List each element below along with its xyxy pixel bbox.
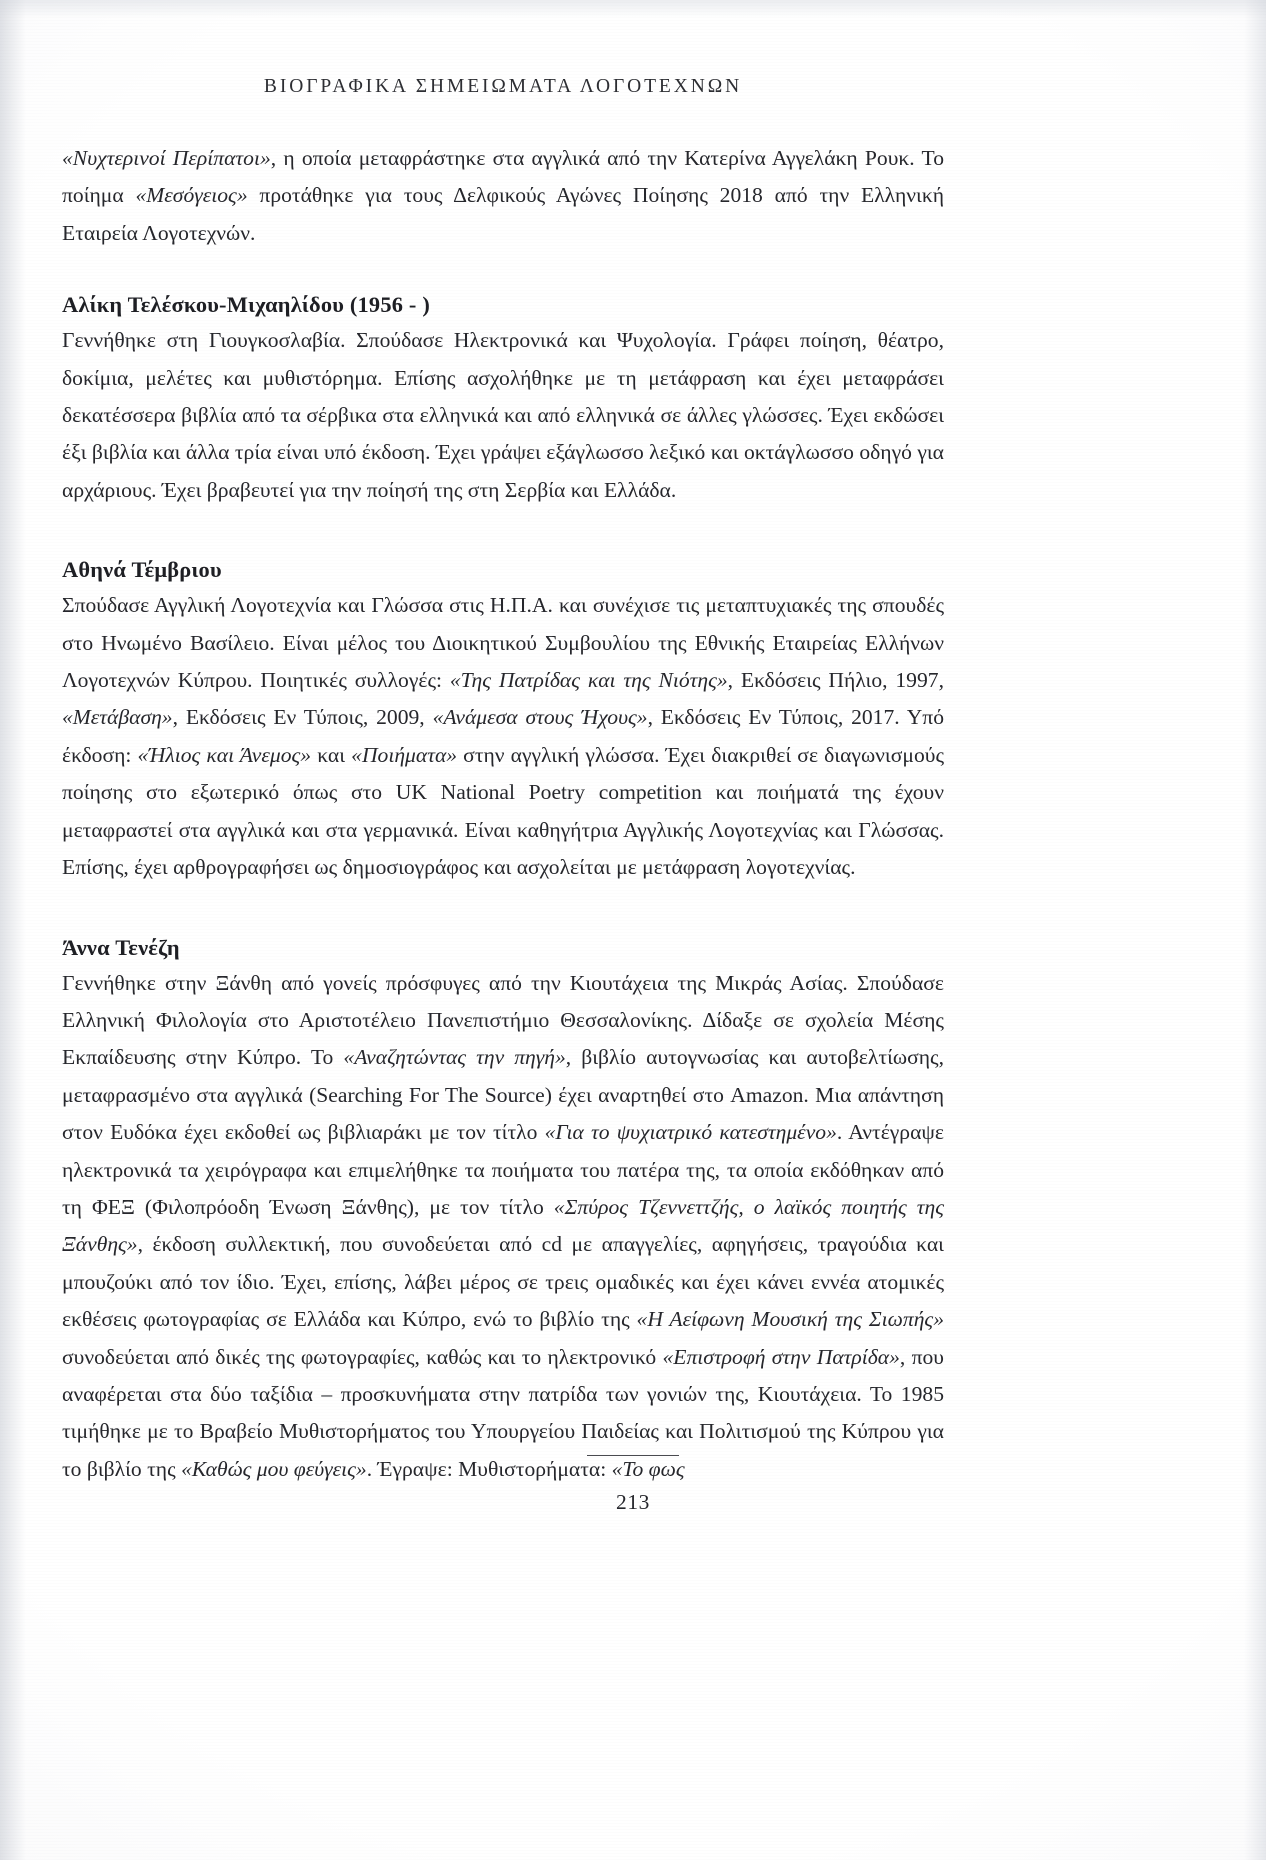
work-title-searching-for-the-source: Searching For The Source: [316, 1082, 545, 1107]
entry-text-5: και: [311, 742, 352, 767]
entry-text-2: , Εκδόσεις Πήλιο, 1997,: [727, 668, 944, 693]
entry-text-9: . Έγραψε: Μυθιστορήματα:: [366, 1456, 612, 1481]
entry-text-6: στην αγγλική γλώσσα. Έχει διακριθεί σε διαγωνισμούς ποίησης στο εξωτερικό όπως στο: [62, 742, 944, 805]
platform-name-amazon: Amazon: [730, 1082, 804, 1107]
entry-heading: Αλίκη Τελέσκου-Μιχαηλίδου (1956 - ): [62, 292, 431, 318]
entry-text-1: Σπούδασε Αγγλική Λογοτεχνία και Γλώσσα στις Η.Π.Α. και συνέχισε τις μεταπτυχιακές της σπουδές στο Ηνωμένο Βασίλειο. Είναι μέλος του Διοικητικού Συμβουλίου της Εθνικής Εταιρείας Ελλήνων Λογοτεχνών Κύπρου. Ποιητικές συλλογές:: [62, 593, 944, 693]
work-title-ilios-kai-anemos: «Ήλιος και Άνεμος»: [137, 742, 312, 767]
entry-text-3: ) έχει αναρτηθεί στο: [544, 1082, 731, 1107]
work-title-tis-patridas: «Της Πατρίδας και της Νιότης»: [449, 668, 728, 693]
entry-text-4: , Εκδόσεις Εν Τύποις, 2017. Υπό έκδοση:: [62, 705, 944, 767]
entry-body: [62, 587, 944, 886]
entry-text-8: , που αναφέρεται στα δύο ταξίδια – προσκυνήματα στην πατρίδα των γονιών της, Κιουτάχεια. Το 1985 τιμήθηκε με το Βραβείο Μυθιστορήματος του Υπουργείου Παιδείας και Πολιτισμού της Κύπρου για το βιβλίο της: [62, 1344, 944, 1481]
entry-heading: Αθηνά Τέμβριου: [62, 557, 222, 583]
continued-paragraph-text-a: , η οποία μεταφράστηκε στα αγγλικά από την Κατερίνα Αγγελάκη Ρουκ. Το ποίημα: [62, 146, 944, 208]
work-title-to-fos: «Το φως: [611, 1456, 685, 1481]
page-footer: [0, 1455, 1266, 1515]
competition-name-uk-national-poetry: UK National Poetry competition: [395, 780, 702, 805]
page-number: 213: [615, 1490, 651, 1514]
running-header: ΒΙΟΓΡΑΦΙΚΑ ΣΗΜΕΙΩΜΑΤΑ ΛΟΓΟΤΕΧΝΩΝ: [263, 76, 743, 97]
entry-text-7: και ποιήματά της έχουν μεταφραστεί στα αγγλικά και στα γερμανικά. Είναι καθηγήτρια Αγγλικής Λογοτεχνίας και Γλώσσας. Επίσης, έχει αρθρογραφήσει ως δημοσιογράφος και ασχολείται με μετάφραση λογοτεχνίας.: [62, 780, 945, 880]
entry-anna-tenezi: [62, 931, 944, 1489]
entry-text-7: συνοδεύεται από δικές της φωτογραφίες, καθώς και το ηλεκτρονικό: [62, 1344, 663, 1369]
entry-aliki-teleskou-michailidou: [62, 288, 944, 509]
entry-heading: Άννα Τενέζη: [62, 934, 180, 960]
work-title-anazitontas-tin-pigi: «Αναζητώντας την πηγή»: [343, 1045, 566, 1070]
work-title-kathos-mou-fevgeis: «Καθώς μου φεύγεις»: [181, 1456, 367, 1481]
entry-text-1: Γεννήθηκε στην Ξάνθη από γονείς πρόσφυγες από την Κιουτάχεια της Μικράς Ασίας. Σπούδασε Ελληνική Φιλολογία στο Αριστοτέλειο Πανεπιστήμιο Θεσσαλονίκης. Δίδαξε σε σχολεία Μέσης Εκπαίδευσης στην Κύπρο. Το: [62, 970, 944, 1070]
entry-text-4: . Μια απάντηση στον Ευδόκα έχει εκδοθεί ως βιβλιαράκι με τον τίτλο: [62, 1082, 944, 1145]
work-title-gia-to-psychiatriko-katestimeno: «Για το ψυχιατρικό κατεστημένο»: [544, 1120, 837, 1145]
entry-athina-temvriou: [62, 553, 944, 886]
continued-paragraph-text-b: προτάθηκε για τους Δελφικούς Αγώνες Ποίησης 2018 από την Ελληνική Εταιρεία Λογοτεχνών.: [62, 183, 944, 245]
entry-text-2: , βιβλίο αυτογνωσίας και αυτοβελτίωσης, μεταφρασμένο στα αγγλικά (: [62, 1045, 944, 1107]
continued-paragraph: [62, 140, 944, 252]
work-title-i-aeifoni-mousiki-tis-siopis: «Η Αείφωνη Μουσική της Σιωπής»: [636, 1307, 944, 1332]
entry-text-5: . Αντέγραψε ηλεκτρονικά τα χειρόγραφα και επιμελήθηκε τα ποιήματα του πατέρα της, τα οποία εκδόθηκαν από τη ΦΕΞ (Φιλοπρόοδη Ένωση Ξάνθης), με τον τίτλο: [62, 1120, 944, 1219]
entry-body: Γεννήθηκε στη Γιουγκοσλαβία. Σπούδασε Ηλεκτρονικά και Ψυχολογία. Γράφει ποίηση, θέατρο, δοκίμια, μελέτες και μυθιστόρημα. Επίσης ασχολήθηκε με τη μετάφραση και έχει μεταφράσει δεκατέσσερα βιβλία από τα σέρβικα στα ελληνικά και από ελληνικά σε άλλες γλώσσες. Έχει εκδώσει έξι βιβλία και άλλα τρία είναι υπό έκδοση. Έχει γράψει εξάγλωσσο λεξικό και οκτάγλωσσο οδηγό για αρχάριους. Έχει βραβευτεί για την ποίησή της στη Σερβία και Ελλάδα.: [62, 328, 944, 502]
work-title-nychterinoi-peripatoi: «Νυχτερινοί Περίπατοι»: [62, 146, 271, 170]
work-title-mesogeios: «Μεσόγειος»: [135, 183, 248, 208]
entry-body: [62, 965, 944, 1489]
work-title-epistrofi-stin-patrida: «Επιστροφή στην Πατρίδα»: [662, 1344, 900, 1369]
page-content: [62, 0, 944, 1488]
work-title-anamesa-stous-ichous: «Ανάμεσα στους Ήχους»: [432, 705, 648, 730]
work-title-metavasi: «Μετάβαση»: [62, 705, 173, 730]
footer-divider: [587, 1455, 679, 1456]
work-title-spyros-tzennettzis: «Σπύρος Τζεννεττζής, ο λαϊκός ποιητής της Ξάνθης»: [62, 1194, 944, 1257]
work-title-poiimata: «Ποιήματα»: [351, 742, 458, 767]
entry-text-3: , Εκδόσεις Εν Τύποις, 2009,: [172, 705, 433, 730]
entry-text-6: , έκδοση συλλεκτική, που συνοδεύεται από cd με απαγγελίες, αφηγήσεις, τραγούδια και μπουζούκι από τον ίδιο. Έχει, επίσης, λάβει μέρος σε τρεις ομαδικές και έχει κάνει εννέα ατομικές εκθέσεις φωτογραφίας σε Ελλάδα και Κύπρο, ενώ το βιβλίο της: [62, 1232, 944, 1332]
